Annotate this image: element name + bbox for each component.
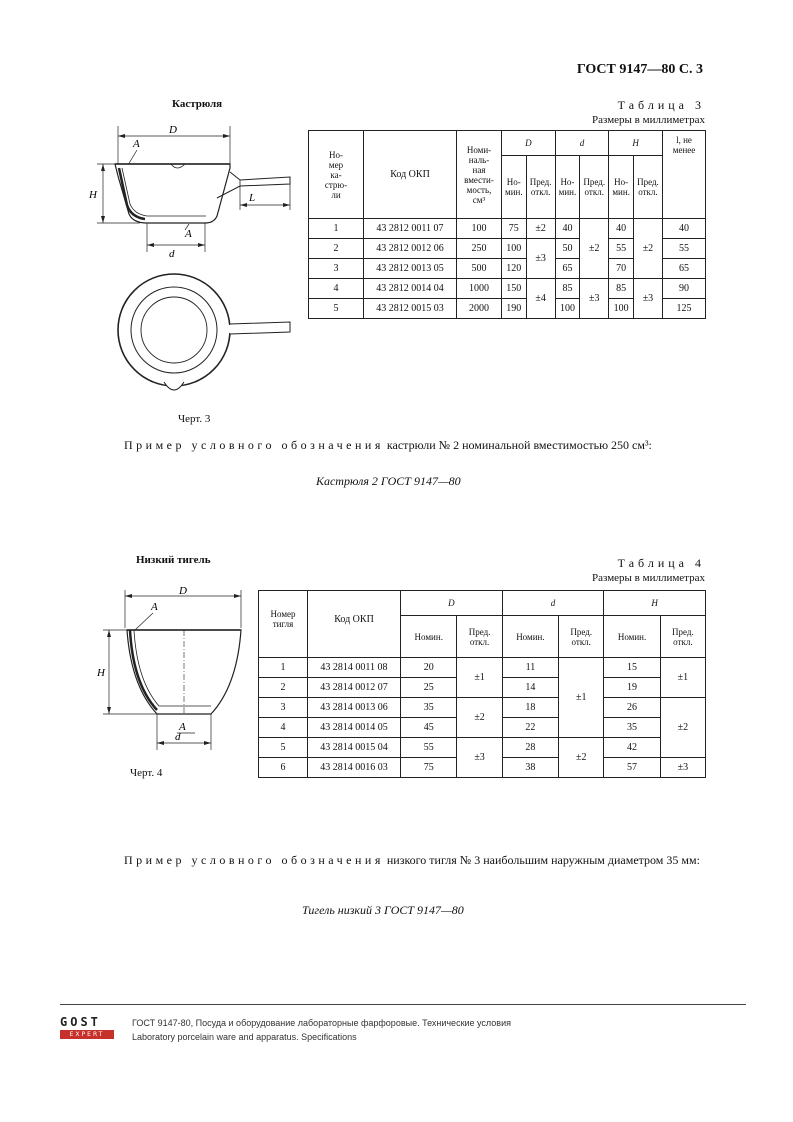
table-row: 6 43 2814 0016 03 75 38 57 ±3 — [259, 758, 706, 778]
t3-h-d-pred: Пред. откл. — [580, 156, 609, 219]
designation1: Кастрюля 2 ГОСТ 9147—80 — [316, 474, 461, 488]
table-row: 4 43 2814 0014 05 45 22 35 — [259, 718, 706, 738]
designation2: Тигель низкий 3 ГОСТ 9147—80 — [302, 903, 464, 917]
table-row: 1 43 2814 0011 08 20 ±1 11 ±1 15 ±1 — [259, 658, 706, 678]
label-d-crucible: d — [175, 731, 181, 743]
t3-h-D-nom: Но- мин. — [502, 156, 527, 219]
t3-h-H-pred: Пред. откл. — [633, 156, 662, 219]
t3-h-D-pred: Пред. откл. — [526, 156, 555, 219]
t3-h-D: D — [502, 131, 556, 156]
t3-h-d-nom: Но- мин. — [555, 156, 580, 219]
table4-caption: Таблица 4 — [617, 556, 705, 570]
t4-h-H-pred: Пред. откл. — [660, 616, 705, 658]
t3-h-l: l, не менее — [663, 131, 706, 219]
t3-h-H: H — [609, 131, 663, 156]
label-A-bottom-crucible: A — [179, 721, 186, 733]
t4-h-num: Номер тигля — [259, 591, 308, 658]
table-row: 3 43 2814 0013 06 35 ±2 18 26 ±2 — [259, 698, 706, 718]
crucible-drawing — [95, 578, 255, 763]
table3-caption: Таблица 3 — [617, 98, 705, 112]
t4-h-D-nom: Номин. — [401, 616, 457, 658]
label-A-bottom: A — [185, 228, 192, 240]
table3-units: Размеры в миллиметрах — [592, 114, 705, 126]
t4-h-d-pred: Пред. откл. — [559, 616, 604, 658]
t4-h-H: H — [604, 591, 706, 616]
example1: Пример условного обозначения кастрюли № 2 номинальной вместимостью 250 см³: — [124, 438, 652, 452]
table-row: 3 43 2812 0013 05 500 120 65 70 65 — [309, 259, 706, 279]
t3-h-H-nom: Но- мин. — [609, 156, 634, 219]
figure3-caption: Черт. 3 — [178, 413, 211, 425]
label-d: d — [169, 248, 175, 260]
gost-expert-logo: GOST EXPERT — [60, 1016, 114, 1042]
t4-h-H-nom: Номин. — [604, 616, 660, 658]
footer-line-en: Laboratory porcelain ware and apparatus. Specifications — [132, 1032, 357, 1042]
label-L: L — [249, 192, 256, 204]
table-row: 4 43 2812 0014 04 1000 150 ±4 85 ±3 85 ±3 90 — [309, 279, 706, 299]
figure4-caption: Черт. 4 — [130, 767, 163, 779]
t4-h-d: d — [502, 591, 604, 616]
label-D-crucible: D — [179, 585, 187, 597]
t3-h-vol: Номи- наль- ная вмести- мость, см³ — [457, 131, 502, 219]
label-A-top-crucible: A — [151, 601, 158, 613]
label-A-top: A — [133, 138, 140, 150]
section-title-pan: Кастрюля — [172, 98, 223, 110]
t3-h-num: Но- мер ка- стрю- ли — [309, 131, 364, 219]
table-row: 2 43 2814 0012 07 25 14 19 — [259, 678, 706, 698]
table-row: 2 43 2812 0012 06 250 100 ±3 50 55 55 — [309, 239, 706, 259]
page-header: ГОСТ 9147—80 С. 3 — [576, 62, 703, 77]
footer-divider — [60, 1004, 746, 1005]
label-H-crucible: H — [97, 667, 105, 679]
t3-h-d: d — [555, 131, 609, 156]
t4-h-D-pred: Пред. откл. — [457, 616, 502, 658]
section-title-crucible: Низкий тигель — [136, 554, 211, 566]
label-H: H — [89, 189, 97, 201]
t4-h-D: D — [401, 591, 503, 616]
label-D: D — [169, 124, 177, 136]
t3-h-code: Код ОКП — [364, 131, 457, 219]
table-row: 1 43 2812 0011 07 100 75 ±2 40 ±2 40 ±2 40 — [309, 219, 706, 239]
table-row: 5 43 2814 0015 04 55 ±3 28 ±2 42 — [259, 738, 706, 758]
t4-h-code: Код ОКП — [308, 591, 401, 658]
table4 — [258, 590, 706, 778]
t4-h-d-nom: Номин. — [502, 616, 558, 658]
pan-drawing — [85, 120, 300, 400]
example2: Пример условного обозначения низкого тигля № 3 наибольшим наружным диаметром 35 мм: — [124, 853, 700, 867]
table-row: 5 43 2812 0015 03 2000 190 100 100 125 — [309, 299, 706, 319]
table4-units: Размеры в миллиметрах — [592, 572, 705, 584]
table3 — [308, 130, 706, 319]
footer-line-ru: ГОСТ 9147-80, Посуда и оборудование лабораторные фарфоровые. Технические условия — [132, 1018, 511, 1028]
